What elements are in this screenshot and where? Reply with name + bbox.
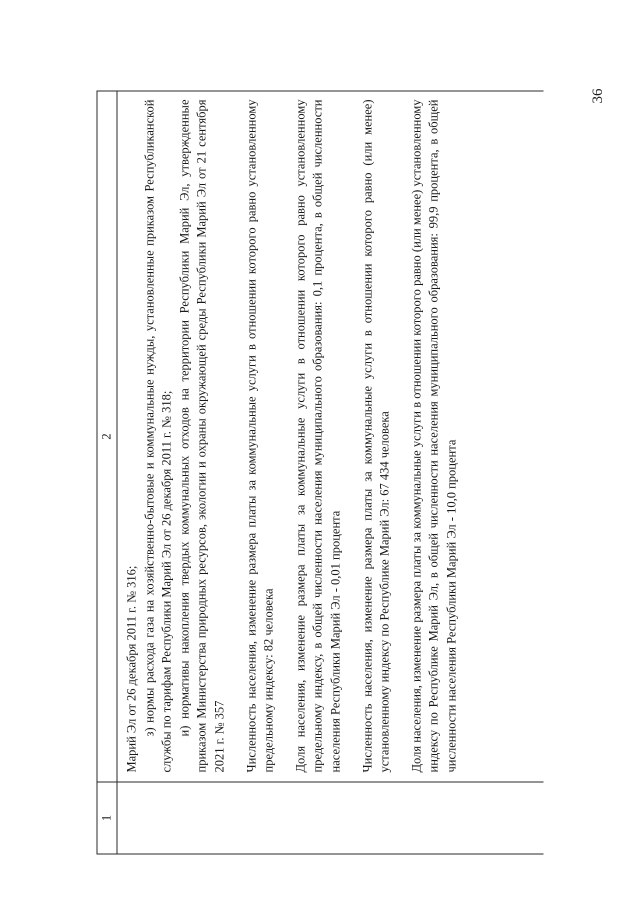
column-header-1: 1 xyxy=(97,782,117,854)
list-item: Марий Эл от 26 декабря 2011 г. № 316; xyxy=(124,565,138,772)
table-cell-col2 xyxy=(117,91,544,782)
table-row xyxy=(117,91,544,854)
population-count-block: Численность населения, изменение размера платы за коммунальные услуги в отношении которого равно (или менее) установленному индексу по Республике Марий Эл: 67 434 человека xyxy=(359,99,392,772)
table-cell-col1 xyxy=(117,782,544,854)
list-item: з) нормы расхода газа на хозяйственно-бытовые и коммунальные нужды, установленные приказом Республиканской службы по тарифам Республики Марий Эл от 26 декабря 2011 г. № 318; xyxy=(141,99,174,772)
population-share-block: Доля населения, изменение размера платы за коммунальные услуги в отношении которого равно (или менее) установленному индексу по Республике Марий Эл, в общей численности населения муниципального образования: 99,9 процента, в общей численности населения Республики Марий Эл - 10,0 процента xyxy=(408,99,458,772)
column-header-2: 2 xyxy=(97,91,117,782)
table-header-row xyxy=(97,91,117,854)
regulation-list xyxy=(123,99,229,772)
regulation-table xyxy=(96,90,543,854)
rotated-table-container xyxy=(96,90,543,854)
page-number: 36 xyxy=(590,88,606,104)
population-count-block: Численность населения, изменение размера платы за коммунальные услуги в отношении которого равно установленному предельному индексу: 82 человека xyxy=(243,99,276,772)
population-share-block: Доля населения, изменение размера платы за коммунальные услуги в отношении которого равно установленному предельному индексу, в общей численности населения муниципального образования: 0,1 процента, в общей численности населения Республики Марий Эл - 0,01 процента xyxy=(292,99,342,772)
list-item: и) нормативы накопления твердых коммунальных отходов на территории Республики Марий Эл, утвержденные приказом Министерства природных ресурсов, экологии и охраны окружающей среды Республики Марий Эл от 21 сентября 2021 г. № 357 xyxy=(176,99,226,772)
